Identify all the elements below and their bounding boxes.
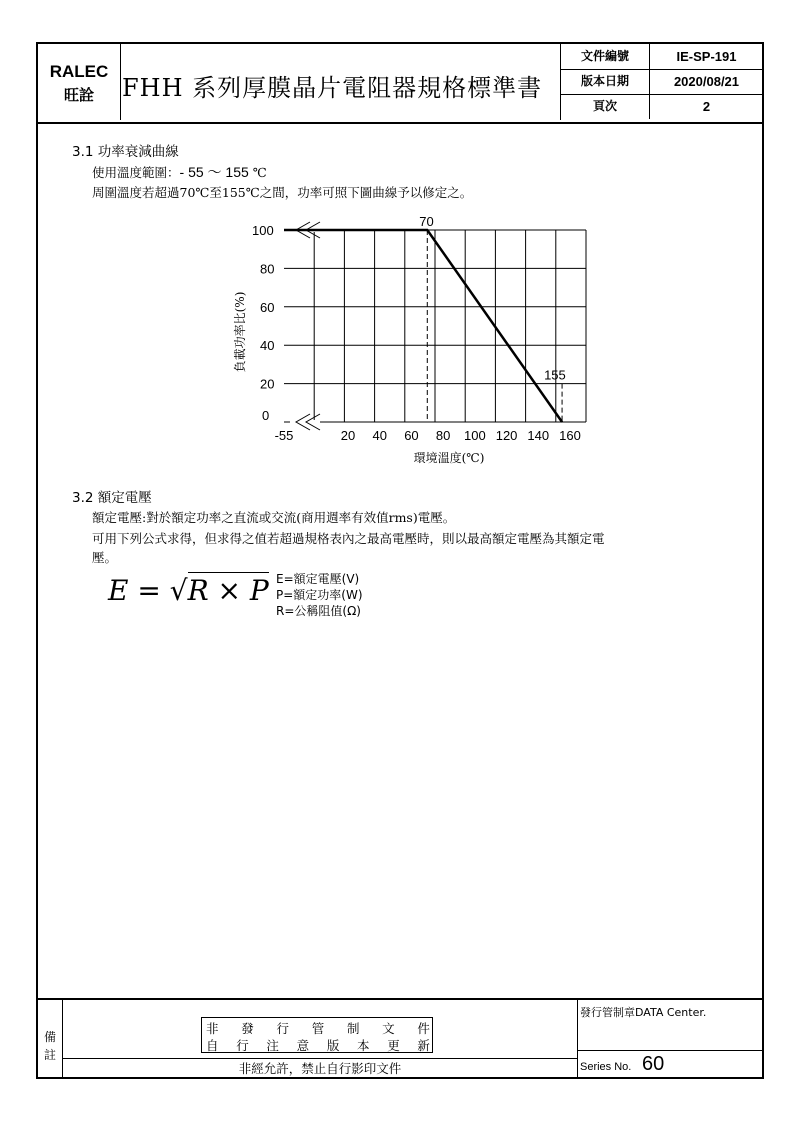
formula-equals: = <box>137 574 161 607</box>
series-number-cell <box>578 1050 762 1080</box>
square-root-icon: √ <box>169 574 188 607</box>
meta-value: 2020/08/21 <box>673 74 740 89</box>
x-tick-label: 140 <box>527 428 550 443</box>
y-tick-label: 60 <box>260 299 275 315</box>
y-tick-label: 80 <box>260 261 275 277</box>
temperature-range-line <box>92 162 267 182</box>
stamp-line-1 <box>206 1019 430 1037</box>
stamp-char: 新 <box>417 1038 430 1053</box>
x-tick-label: 60 <box>404 428 419 443</box>
x-tick-label: 160 <box>559 428 581 443</box>
y-tick-label: 100 <box>252 223 274 238</box>
series-number: 60 <box>642 1053 665 1075</box>
stamp-line-2 <box>206 1036 430 1054</box>
stamp-char: 管 <box>311 1021 325 1036</box>
x-tick-label: 20 <box>340 428 356 443</box>
remarks-label-2: 註 <box>44 1048 57 1062</box>
stamp-char: 注 <box>266 1038 279 1053</box>
annotation-label: 155 <box>544 367 566 383</box>
meta-row-version-date <box>561 69 763 95</box>
stamp-char: 本 <box>357 1038 370 1053</box>
document-footer <box>38 998 762 1079</box>
stamp-char: 件 <box>417 1021 430 1036</box>
derating-description: 周圍溫度若超過70℃至155℃之間，功率可照下圖曲線予以修定之。 <box>92 185 473 200</box>
definition-p: P=額定功率(W) <box>276 588 363 602</box>
y-tick-label: 0 <box>262 408 270 423</box>
stamp-char: 制 <box>346 1021 360 1036</box>
uncontrolled-document-stamp <box>201 1017 433 1053</box>
document-title-cell <box>120 44 560 120</box>
y-tick-label: 20 <box>260 376 275 392</box>
formula-definitions <box>276 571 363 619</box>
x-axis-label: 環境溫度(℃) <box>413 451 485 465</box>
brand-name-en: RALEC <box>49 62 109 81</box>
derating-chart <box>214 210 614 480</box>
document-meta-table <box>560 44 763 120</box>
document-frame <box>36 42 764 1079</box>
x-tick-label: 80 <box>435 428 451 443</box>
meta-label: 頁次 <box>561 94 650 119</box>
chart-labels <box>232 214 581 465</box>
temperature-range-unit: ℃ <box>248 165 267 180</box>
control-stamp-label: 發行管制章DATA Center. <box>580 1006 707 1019</box>
section-heading-3-2: 3.2 額定電壓 <box>72 490 152 506</box>
brand-block <box>38 44 121 120</box>
definition-r: R=公稱阻值(Ω) <box>276 604 361 618</box>
stamp-char: 自 <box>206 1038 219 1053</box>
stamp-char: 非 <box>206 1021 219 1036</box>
annotation-label: 70 <box>419 214 434 229</box>
stamp-char: 發 <box>241 1021 254 1036</box>
remarks-column <box>38 1000 63 1079</box>
temperature-range-label: 使用溫度範圍： <box>92 165 180 180</box>
rated-voltage-definition: 額定電壓:對於額定功率之直流或交流(商用週率有效值rms)電壓。 <box>92 510 456 525</box>
x-tick-label: 40 <box>372 428 387 443</box>
rated-voltage-instruction: 可用下列公式求得，但求得之值若超過規格表內之最高電壓時，則以最高額定電壓為其額定電 <box>92 531 605 546</box>
y-tick-label: 40 <box>260 338 275 354</box>
chart-marks <box>284 230 562 422</box>
rated-voltage-instruction-cont: 壓。 <box>92 550 118 565</box>
derating-curve <box>284 230 562 422</box>
document-title: FHH 系列厚膜晶片電阻器規格標準書 <box>122 74 543 102</box>
document-header <box>38 44 762 124</box>
rated-voltage-formula <box>108 574 269 607</box>
stamp-char: 行 <box>236 1038 249 1053</box>
meta-label: 文件編號 <box>561 44 650 69</box>
formula-radical <box>170 574 269 607</box>
x-tick-label: 100 <box>464 428 486 443</box>
meta-label: 版本日期 <box>561 69 650 94</box>
stamp-char: 行 <box>276 1021 289 1036</box>
stamp-char: 意 <box>296 1038 310 1053</box>
stamp-char: 更 <box>387 1038 400 1053</box>
chart-grid <box>284 222 586 430</box>
footer-notice-area <box>63 1000 578 1079</box>
formula-radicand: R × P <box>187 574 269 607</box>
temperature-range-value: - 55 ～ 155 <box>179 164 249 180</box>
x-tick-label: -55 <box>274 428 294 443</box>
x-tick-label: 120 <box>495 428 518 443</box>
meta-row-page <box>561 94 763 119</box>
y-axis-label: 負載功率比(%) <box>233 291 247 373</box>
control-stamp-area <box>578 1000 762 1079</box>
copy-restriction-notice: 非經允許，禁止自行影印文件 <box>63 1058 577 1080</box>
section-heading-3-1: 3.1 功率衰減曲線 <box>72 144 179 160</box>
stamp-char: 版 <box>326 1038 340 1053</box>
remarks-label-1: 備 <box>44 1030 57 1044</box>
formula-lhs: E <box>108 574 129 607</box>
meta-value: 2 <box>702 99 711 114</box>
meta-row-doc-no <box>561 44 763 70</box>
stamp-char: 文 <box>382 1021 395 1036</box>
series-number-label: Series No. <box>580 1061 632 1073</box>
definition-e: E=額定電壓(V) <box>276 572 360 586</box>
brand-name-zh: 旺詮 <box>63 86 94 104</box>
meta-value: IE-SP-191 <box>676 49 737 64</box>
